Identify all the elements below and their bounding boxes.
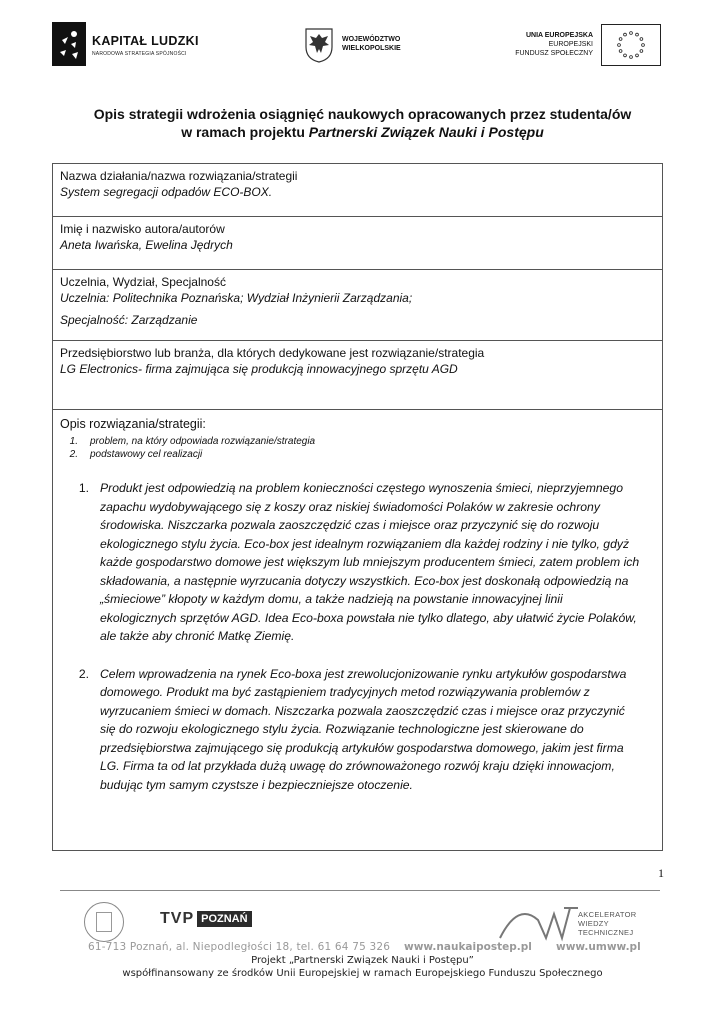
eu-flag-icon xyxy=(601,24,661,66)
specialty-value: Specjalność: Zarządzanie xyxy=(60,313,198,327)
company-value: LG Electronics- firma zajmująca się produkcją innowacyjnego sprzętu AGD xyxy=(60,362,458,376)
row-solution-name xyxy=(53,164,662,217)
document-title: Opis strategii wdrożenia osiągnięć naukowych opracowanych przez studenta/ów w ramach projektu Partnerski Związek Nauki i Postępu xyxy=(93,106,632,140)
university-label: Uczelnia, Wydział, Specjalność xyxy=(60,275,226,289)
kapital-ludzki-subtitle: NARODOWA STRATEGIA SPÓJNOŚCI xyxy=(92,51,187,57)
seal-emblem-icon xyxy=(96,912,112,932)
university-value: Uczelnia: Politechnika Poznańska; Wydział Inżynierii Zarządzania; xyxy=(60,291,413,305)
row-authors xyxy=(53,217,662,270)
kapital-ludzki-logo xyxy=(52,22,86,66)
awt-label: AKCELERATOR WIEDZY TECHNICZNEJ xyxy=(578,910,637,937)
solution-name-label: Nazwa działania/nazwa rozwiązania/strategii xyxy=(60,169,298,183)
list-item: 2. podstawowy cel realizacji xyxy=(69,449,203,460)
company-label: Przedsiębiorstwo lub branża, dla których dedykowane jest rozwiązanie/strategia xyxy=(60,346,485,360)
kapital-ludzki-title: KAPITAŁ LUDZKI xyxy=(92,34,199,48)
footer-address: 61-713 Poznań, al. Niepodległości 18, tel. 61 64 75 326 xyxy=(88,941,391,953)
page-number: 1 xyxy=(658,866,664,880)
wielkopolska-label: WOJEWÓDZTWO WIELKOPOLSKIE xyxy=(342,36,401,52)
authors-value: Aneta Iwańska, Ewelina Jędrych xyxy=(60,238,233,252)
row-company xyxy=(53,341,662,410)
description-paragraphs xyxy=(60,479,654,794)
row-university xyxy=(53,270,662,341)
description-guidelines xyxy=(60,435,654,461)
row-description xyxy=(53,410,662,850)
list-item: 2. Celem wprowadzenia na rynek Eco-boxa jest zrewolucjonizowanie rynku artykułów gospodarstwa domowego. Produkt ma być zastąpieniem tradycyjnych metod rozwiązywania problemów z wyrzucaniem śmieci w domach. Niszczarka pozwala zaoszczędzić czas i miejsce oraz przyczynić się do rozwoju ekologicznego stylu życia. Rozwiązanie technologiczne jest skierowane do przedsiębiorstwa zajmującego się produkcją artykułów gospodarstwa domowego, jakim jest firma LG. Firma ta od lat przykłada dużą uwagę do zrównoważonego rozwój kraju dzięki innowacjom, budując tym samym czystsze i bezpieczniejsze otoczenie. xyxy=(78,666,627,792)
tvp-poznan-logo: TVP POZNAŃ xyxy=(160,910,252,928)
wielkopolska-eagle-icon xyxy=(304,27,334,63)
footer-link-naukaipostep[interactable]: www.naukaipostep.pl xyxy=(404,941,532,953)
form-table xyxy=(52,163,663,851)
list-item: 1. problem, na który odpowiada rozwiązanie/strategia xyxy=(69,436,316,447)
footer-divider xyxy=(60,890,660,891)
list-item: 1. Produkt jest odpowiedzią na problem konieczności częstego wynoszenia śmieci, nieprzyjemnego zapachu wydobywającego się z koszy oraz niskiej świadomości Polaków w zakresie ochrony środowiska. Niszczarka pozwala zaoszczędzić czas i miejsce oraz przyczynić się do rozwoju ekologicznego stylu życia. Eco-box jest idealnym rozwiązaniem dla każdej rodziny i nie tylko, gdyż każde gospodarstwo domowe jest większym lub mniejszym producentem śmieci, zatem problem ich składowania, a następnie wyrzucania dotyczy wszystkich. Eco-box jest doskonałą odpowiedzią na „śmieciowe” kłopoty w każdym domu, a także nadzieją na powstanie innowacyjnej linii ekologicznych sprzętów AGD. Idea Eco-boxa powstała nie tylko dlatego, aby ułatwić życie Polaków, ale także aby chronić Matkę Ziemię. xyxy=(78,481,640,643)
solution-name-value: System segregacji odpadów ECO-BOX. xyxy=(60,185,273,199)
eu-label: UNIA EUROPEJSKA EUROPEJSKI FUNDUSZ SPOŁECZNY xyxy=(515,32,593,57)
footer-project-info: Projekt „Partnerski Związek Nauki i Postępu” współfinansowany ze środków Unii Europejskiej w ramach Europejskiego Funduszu Społecznego xyxy=(122,955,603,979)
footer-link-umww[interactable]: www.umww.pl xyxy=(556,941,641,953)
authors-label: Imię i nazwisko autora/autorów xyxy=(60,222,225,236)
description-label: Opis rozwiązania/strategii: xyxy=(60,417,206,431)
